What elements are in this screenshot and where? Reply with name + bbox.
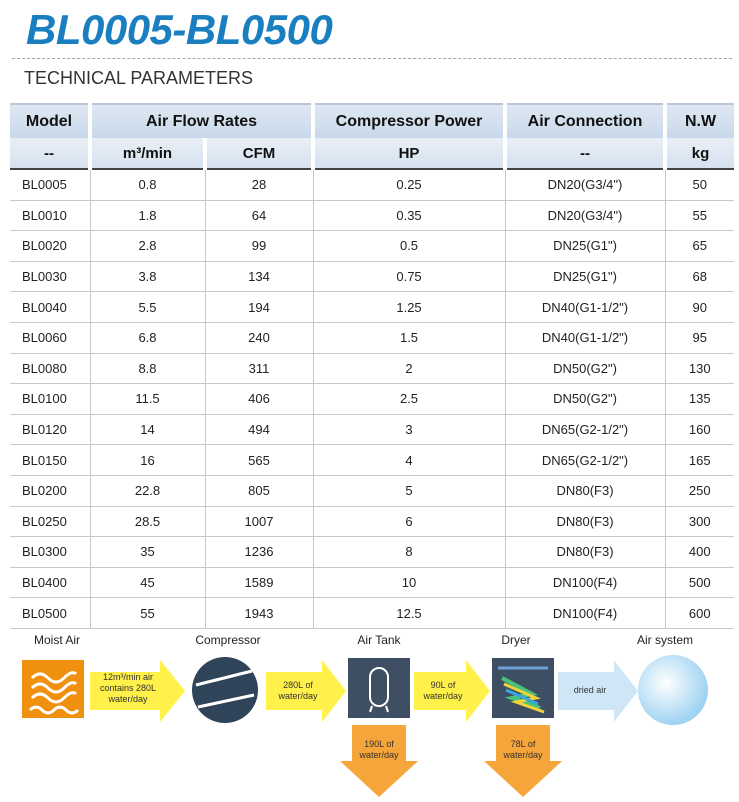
cell-model: BL0020 (10, 231, 90, 262)
cell-connection: DN80(F3) (505, 506, 665, 537)
drain-arrow-dryer-text: 78L of water/day (503, 739, 543, 760)
cell-cfm: 805 (205, 475, 313, 506)
cell-model: BL0005 (10, 169, 90, 200)
cell-kg: 90 (665, 292, 734, 323)
cell-kg: 500 (665, 567, 734, 598)
cell-model: BL0010 (10, 200, 90, 231)
cell-m3min: 16 (90, 445, 205, 476)
cell-m3min: 1.8 (90, 200, 205, 231)
cell-model: BL0300 (10, 537, 90, 568)
cell-connection: DN25(G1") (505, 231, 665, 262)
flow-arrow-2 (266, 660, 346, 722)
cell-hp: 3 (313, 414, 505, 445)
cell-connection: DN40(G1-1/2") (505, 292, 665, 323)
cell-m3min: 3.8 (90, 261, 205, 292)
label-moist-air: Moist Air (33, 633, 80, 647)
cell-m3min: 55 (90, 598, 205, 629)
table-row (10, 200, 734, 231)
cell-cfm: 1236 (205, 537, 313, 568)
cell-cfm: 64 (205, 200, 313, 231)
cell-connection: DN80(F3) (505, 537, 665, 568)
cell-cfm: 565 (205, 445, 313, 476)
table-row (10, 292, 734, 323)
label-dryer: Dryer (501, 633, 531, 647)
cell-hp: 0.35 (313, 200, 505, 231)
cell-model: BL0120 (10, 414, 90, 445)
cell-connection: DN100(F4) (505, 567, 665, 598)
table-row (10, 169, 734, 200)
cell-model: BL0250 (10, 506, 90, 537)
cell-model: BL0500 (10, 598, 90, 629)
label-air-tank: Air Tank (357, 633, 401, 647)
cell-hp: 1.25 (313, 292, 505, 323)
flow-arrow-3 (414, 660, 490, 722)
cell-hp: 0.25 (313, 169, 505, 200)
cell-m3min: 22.8 (90, 475, 205, 506)
unit-connection: -- (505, 138, 665, 169)
cell-cfm: 240 (205, 322, 313, 353)
cell-model: BL0030 (10, 261, 90, 292)
cell-model: BL0200 (10, 475, 90, 506)
cell-cfm: 134 (205, 261, 313, 292)
cell-kg: 400 (665, 537, 734, 568)
cell-cfm: 99 (205, 231, 313, 262)
unit-cfm: CFM (205, 138, 313, 169)
table-row (10, 506, 734, 537)
cell-model: BL0060 (10, 322, 90, 353)
cell-kg: 68 (665, 261, 734, 292)
label-compressor: Compressor (195, 633, 261, 647)
col-header-connection: Air Connection (505, 104, 665, 138)
cell-connection: DN65(G2-1/2") (505, 414, 665, 445)
table-row (10, 537, 734, 568)
cell-connection: DN80(F3) (505, 475, 665, 506)
cell-cfm: 1589 (205, 567, 313, 598)
section-subtitle: TECHNICAL PARAMETERS (24, 68, 254, 88)
cell-kg: 600 (665, 598, 734, 629)
cell-connection: DN65(G2-1/2") (505, 445, 665, 476)
label-air-system: Air system (636, 633, 693, 647)
cell-connection: DN20(G3/4") (505, 169, 665, 200)
table-body (10, 169, 734, 628)
table-row (10, 475, 734, 506)
cell-hp: 0.75 (313, 261, 505, 292)
cell-m3min: 45 (90, 567, 205, 598)
flow-arrow-4 (558, 660, 638, 722)
table-row (10, 445, 734, 476)
unit-hp: HP (313, 138, 505, 169)
cell-connection: DN50(G2") (505, 384, 665, 415)
col-header-weight: N.W (665, 104, 734, 138)
cell-hp: 12.5 (313, 598, 505, 629)
cell-connection: DN100(F4) (505, 598, 665, 629)
arrow-3-text: 90L of water/day (423, 680, 463, 701)
cell-m3min: 14 (90, 414, 205, 445)
table-row (10, 261, 734, 292)
cell-hp: 5 (313, 475, 505, 506)
parameters-table (10, 103, 734, 629)
unit-m3min: m³/min (90, 138, 205, 169)
cell-model: BL0100 (10, 384, 90, 415)
cell-m3min: 6.8 (90, 322, 205, 353)
table-row (10, 598, 734, 629)
cell-model: BL0150 (10, 445, 90, 476)
cell-connection: DN40(G1-1/2") (505, 322, 665, 353)
cell-m3min: 8.8 (90, 353, 205, 384)
cell-model: BL0080 (10, 353, 90, 384)
table-row (10, 414, 734, 445)
drain-arrow-tank-text: 190L of water/day (359, 739, 399, 760)
arrow-4-text: dried air (573, 685, 607, 695)
unit-model: -- (10, 138, 90, 169)
col-header-power: Compressor Power (313, 104, 505, 138)
cell-cfm: 406 (205, 384, 313, 415)
cell-cfm: 1943 (205, 598, 313, 629)
cell-kg: 135 (665, 384, 734, 415)
cell-model: BL0040 (10, 292, 90, 323)
cell-cfm: 194 (205, 292, 313, 323)
cell-model: BL0400 (10, 567, 90, 598)
air-system-icon (636, 653, 710, 727)
page-title: BL0005-BL0500 (26, 6, 333, 53)
cell-hp: 1.5 (313, 322, 505, 353)
cell-hp: 0.5 (313, 231, 505, 262)
cell-connection: DN50(G2") (505, 353, 665, 384)
table-row (10, 231, 734, 262)
cell-m3min: 35 (90, 537, 205, 568)
cell-kg: 165 (665, 445, 734, 476)
cell-cfm: 494 (205, 414, 313, 445)
cell-hp: 10 (313, 567, 505, 598)
arrow-1-text: 12m³/min air contains 280L water/day (99, 672, 157, 704)
cell-cfm: 28 (205, 169, 313, 200)
cell-hp: 6 (313, 506, 505, 537)
table-units-row (10, 138, 734, 169)
drain-arrow-tank (340, 725, 418, 797)
cell-kg: 130 (665, 353, 734, 384)
cell-m3min: 0.8 (90, 169, 205, 200)
table-row (10, 567, 734, 598)
cell-kg: 160 (665, 414, 734, 445)
cell-hp: 4 (313, 445, 505, 476)
cell-m3min: 28.5 (90, 506, 205, 537)
cell-cfm: 311 (205, 353, 313, 384)
title-divider (12, 58, 732, 59)
air-tank-icon (348, 658, 410, 718)
parameters-table-wrap (10, 103, 734, 629)
table-row (10, 384, 734, 415)
table-row (10, 322, 734, 353)
unit-kg: kg (665, 138, 734, 169)
cell-kg: 55 (665, 200, 734, 231)
cell-m3min: 5.5 (90, 292, 205, 323)
cell-m3min: 2.8 (90, 231, 205, 262)
moist-air-icon (22, 660, 84, 718)
cell-hp: 2 (313, 353, 505, 384)
col-header-air-flow: Air Flow Rates (90, 104, 313, 138)
table-row (10, 353, 734, 384)
flow-arrow-1 (90, 660, 185, 722)
compressor-icon (190, 655, 260, 725)
cell-m3min: 11.5 (90, 384, 205, 415)
cell-cfm: 1007 (205, 506, 313, 537)
cell-kg: 65 (665, 231, 734, 262)
table-header-row (10, 104, 734, 138)
cell-kg: 95 (665, 322, 734, 353)
drain-arrow-dryer (484, 725, 562, 797)
col-header-model: Model (10, 104, 90, 138)
cell-hp: 8 (313, 537, 505, 568)
cell-connection: DN25(G1") (505, 261, 665, 292)
process-flow-diagram (0, 625, 739, 800)
cell-kg: 50 (665, 169, 734, 200)
cell-kg: 250 (665, 475, 734, 506)
arrow-2-text: 280L of water/day (278, 680, 318, 701)
cell-connection: DN20(G3/4") (505, 200, 665, 231)
dryer-icon (492, 658, 554, 718)
cell-kg: 300 (665, 506, 734, 537)
cell-hp: 2.5 (313, 384, 505, 415)
